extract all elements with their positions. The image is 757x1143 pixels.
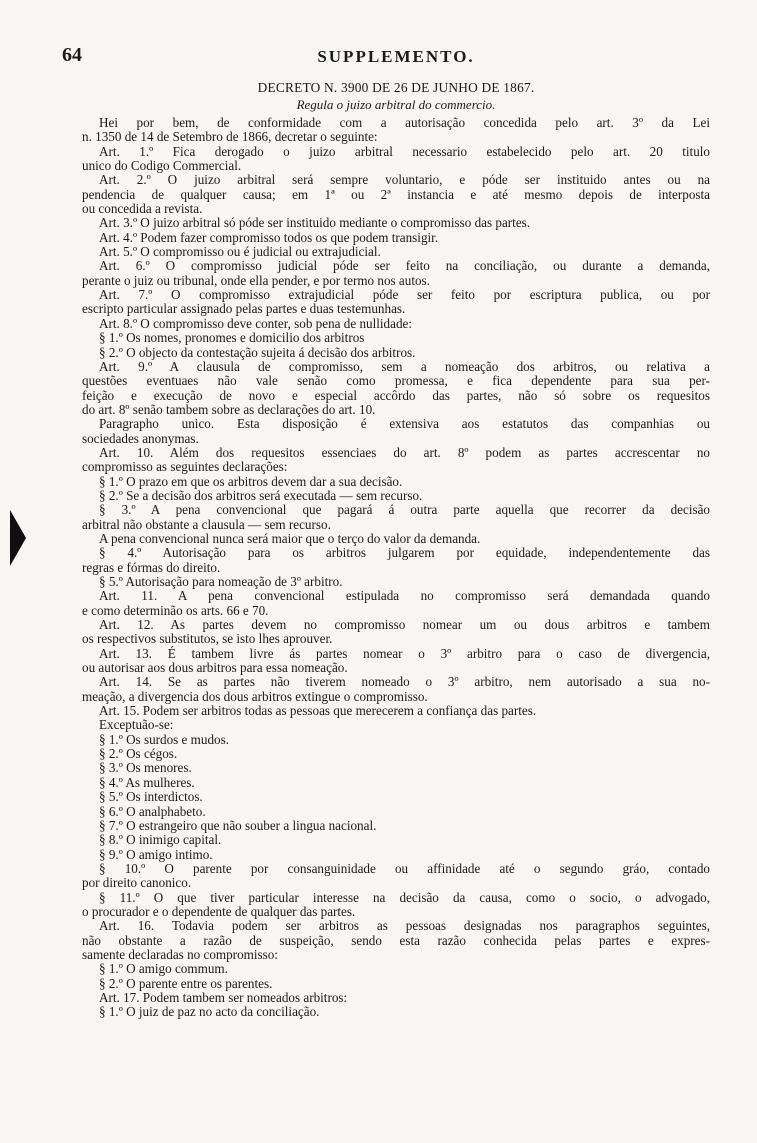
text-line: Art. 7.º O compromisso extrajudicial póde ser feito por escriptura publica, ou por bbox=[99, 287, 710, 303]
text-line: questões eventuaes não vale senão como promessa, e fica dependente para sua per- bbox=[82, 373, 710, 389]
text-line: Art. 8.º O compromisso deve conter, sob pena de nullidade: bbox=[99, 315, 413, 331]
text-line: § 10.º O parente por consanguinidade ou affinidade até o segundo gráo, contado bbox=[99, 860, 710, 876]
text-line: arbitral não obstante a clausula — sem recurso. bbox=[82, 516, 331, 532]
text-line: § 1.º O amigo commum. bbox=[99, 961, 228, 977]
text-line: Hei por bem, de conformidade com a autorisação concedida pelo art. 3º da Lei bbox=[99, 115, 710, 130]
text-line: Art. 17. Podem tambem ser nomeados arbitros: bbox=[99, 989, 348, 1005]
text-line: feição e execução de novo e especial accôrdo das partes, não só sobre os requesitos bbox=[82, 387, 710, 403]
page-number: 64 bbox=[62, 44, 82, 66]
text-line: § 2.º O objecto da contestação sujeita á decisão dos arbitros. bbox=[99, 344, 416, 360]
text-line: § 11.º O que tiver particular interesse na decisão da causa, como o socio, o advogado, bbox=[99, 889, 710, 905]
text-line: samente declaradas no compromisso: bbox=[82, 946, 278, 962]
text-line: os respectivos substitutos, se isto lhes aprouver. bbox=[82, 631, 333, 647]
text-line: § 9.º O amigo intimo. bbox=[99, 846, 213, 862]
text-line: Art. 16. Todavia podem ser arbitros as pessoas designadas nos paragraphos seguintes, bbox=[99, 918, 710, 934]
text-line: meação, a divergencia dos dous arbitros extingue o compromisso. bbox=[82, 688, 428, 704]
text-line: Art. 1.º Fica derogado o juizo arbitral necessario estabelecido pelo art. 20 titulo bbox=[99, 143, 710, 159]
text-line: unico do Codigo Commercial. bbox=[82, 158, 242, 174]
text-line: Art. 15. Podem ser arbitros todas as pessoas que merecerem a confiança das partes. bbox=[99, 703, 537, 719]
page-edge-mark bbox=[10, 510, 26, 566]
text-line: ou concedida a revista. bbox=[82, 201, 203, 217]
decree-title: DECRETO N. 3900 DE 26 DE JUNHO DE 1867. bbox=[257, 80, 535, 95]
text-line: Art. 4.º Podem fazer compromisso todos os que podem transigir. bbox=[99, 229, 439, 245]
text-line: § 7.º O estrangeiro que não souber a lingua nacional. bbox=[99, 817, 377, 833]
text-line: § 5.º Autorisação para nomeação de 3º arbitro. bbox=[99, 574, 343, 589]
text-line: § 2.º Se a decisão dos arbitros será executada — sem recurso. bbox=[99, 487, 423, 503]
text-line: o procurador e o dependente de qualquer das partes. bbox=[82, 903, 356, 919]
page-header bbox=[62, 44, 710, 68]
text-line: § 8.º O inimigo capital. bbox=[99, 832, 222, 848]
text-line: perante o juiz ou tribunal, onde ella pender, e por termo nos autos. bbox=[82, 272, 430, 288]
text-line: pendencia de qualquer causa; em 1ª ou 2ª instancia e até mesmo depois de interposta bbox=[82, 186, 710, 202]
running-head: SUPPLEMENTO. bbox=[317, 47, 475, 66]
text-line: Art. 14. Se as partes não tiverem nomeado o 3º arbitro, nem autorisado a sua no- bbox=[99, 674, 710, 690]
text-line: § 3.º A pena convencional que pagará á outra parte aquella que recorrer da decisão bbox=[99, 502, 710, 518]
text-line: § 3.º Os menores. bbox=[99, 760, 192, 776]
text-line: sociedades anonymas. bbox=[82, 430, 199, 446]
text-line: § 1.º Os surdos e mudos. bbox=[99, 731, 230, 747]
text-line: Art. 10. Além dos requesitos essenciaes do art. 8º podem as partes accrescentar no bbox=[99, 444, 710, 460]
text-line: Exceptuão-se: bbox=[99, 717, 174, 733]
text-line: escripto particular assignado pelas partes e duas testemunhas. bbox=[82, 301, 406, 317]
text-line: n. 1350 de 14 de Setembro de 1866, decretar o seguinte: bbox=[82, 129, 378, 145]
text-line: Art. 9.º A clausula de compromisso, sem a nomeação dos arbitros, ou relativa a bbox=[99, 358, 710, 374]
text-line: regras e fórmas do direito. bbox=[82, 559, 221, 575]
text-line: Art. 5.º O compromisso ou é judicial ou extrajudicial. bbox=[99, 244, 381, 260]
text-line: § 1.º O prazo em que os arbitros devem dar a sua decisão. bbox=[99, 473, 403, 489]
document-page bbox=[62, 44, 710, 1020]
decree-subtitle: Regula o juizo arbitral do commercio. bbox=[296, 97, 496, 112]
text-line: Art. 12. As partes devem no compromisso nomear um ou dous arbitros e tambem bbox=[99, 617, 710, 633]
text-line: § 1.º Os nomes, pronomes e domicilio dos arbitros bbox=[99, 330, 365, 346]
text-line: A pena convencional nunca será maior que o terço do valor da demanda. bbox=[99, 530, 481, 546]
text-line: Art. 13. É tambem livre ás partes nomear o 3º arbitro para o caso de divergencia, bbox=[99, 645, 710, 661]
text-line: Art. 3.º O juizo arbitral só póde ser instituido mediante o compromisso das partes. bbox=[99, 215, 531, 231]
text-line: Art. 6.º O compromisso judicial póde ser feito na conciliação, ou durante a demanda, bbox=[99, 258, 710, 274]
text-line: § 4.º Autorisação para os arbitros julgarem por equidade, independentemente das bbox=[99, 545, 710, 561]
text-line: não obstante a razão de suspeição, sendo esta razão conhecida pelas partes e expres- bbox=[82, 932, 710, 948]
text-line: § 4.º As mulheres. bbox=[99, 774, 195, 790]
text-line: § 5.º Os interdictos. bbox=[99, 789, 203, 805]
decree-body bbox=[82, 116, 710, 1020]
text-line: ou autorisar aos dous arbitros para essa nomeação. bbox=[82, 660, 348, 676]
text-line: § 2.º O parente entre os parentes. bbox=[99, 975, 273, 991]
text-line: Art. 11. A pena convencional estipulada no compromisso será demandada quando bbox=[99, 588, 710, 604]
text-line: Paragrapho unico. Esta disposição é extensiva aos estatutos das companhias ou bbox=[99, 416, 710, 432]
text-line: e como determinão os arts. 66 e 70. bbox=[82, 602, 269, 618]
text-line: § 6.º O analphabeto. bbox=[99, 803, 206, 819]
text-line: do art. 8º senão tambem sobre as declarações do art. 10. bbox=[82, 401, 376, 417]
text-line: § 1.º O juiz de paz no acto da conciliação. bbox=[99, 1004, 320, 1020]
text-line: Art. 2.º O juizo arbitral será sempre voluntario, e póde ser instituido antes ou na bbox=[99, 172, 710, 188]
text-line: por direito canonico. bbox=[82, 875, 192, 891]
text-line: compromisso as seguintes declarações: bbox=[82, 459, 288, 475]
text-line: § 2.º Os cégos. bbox=[99, 746, 178, 762]
